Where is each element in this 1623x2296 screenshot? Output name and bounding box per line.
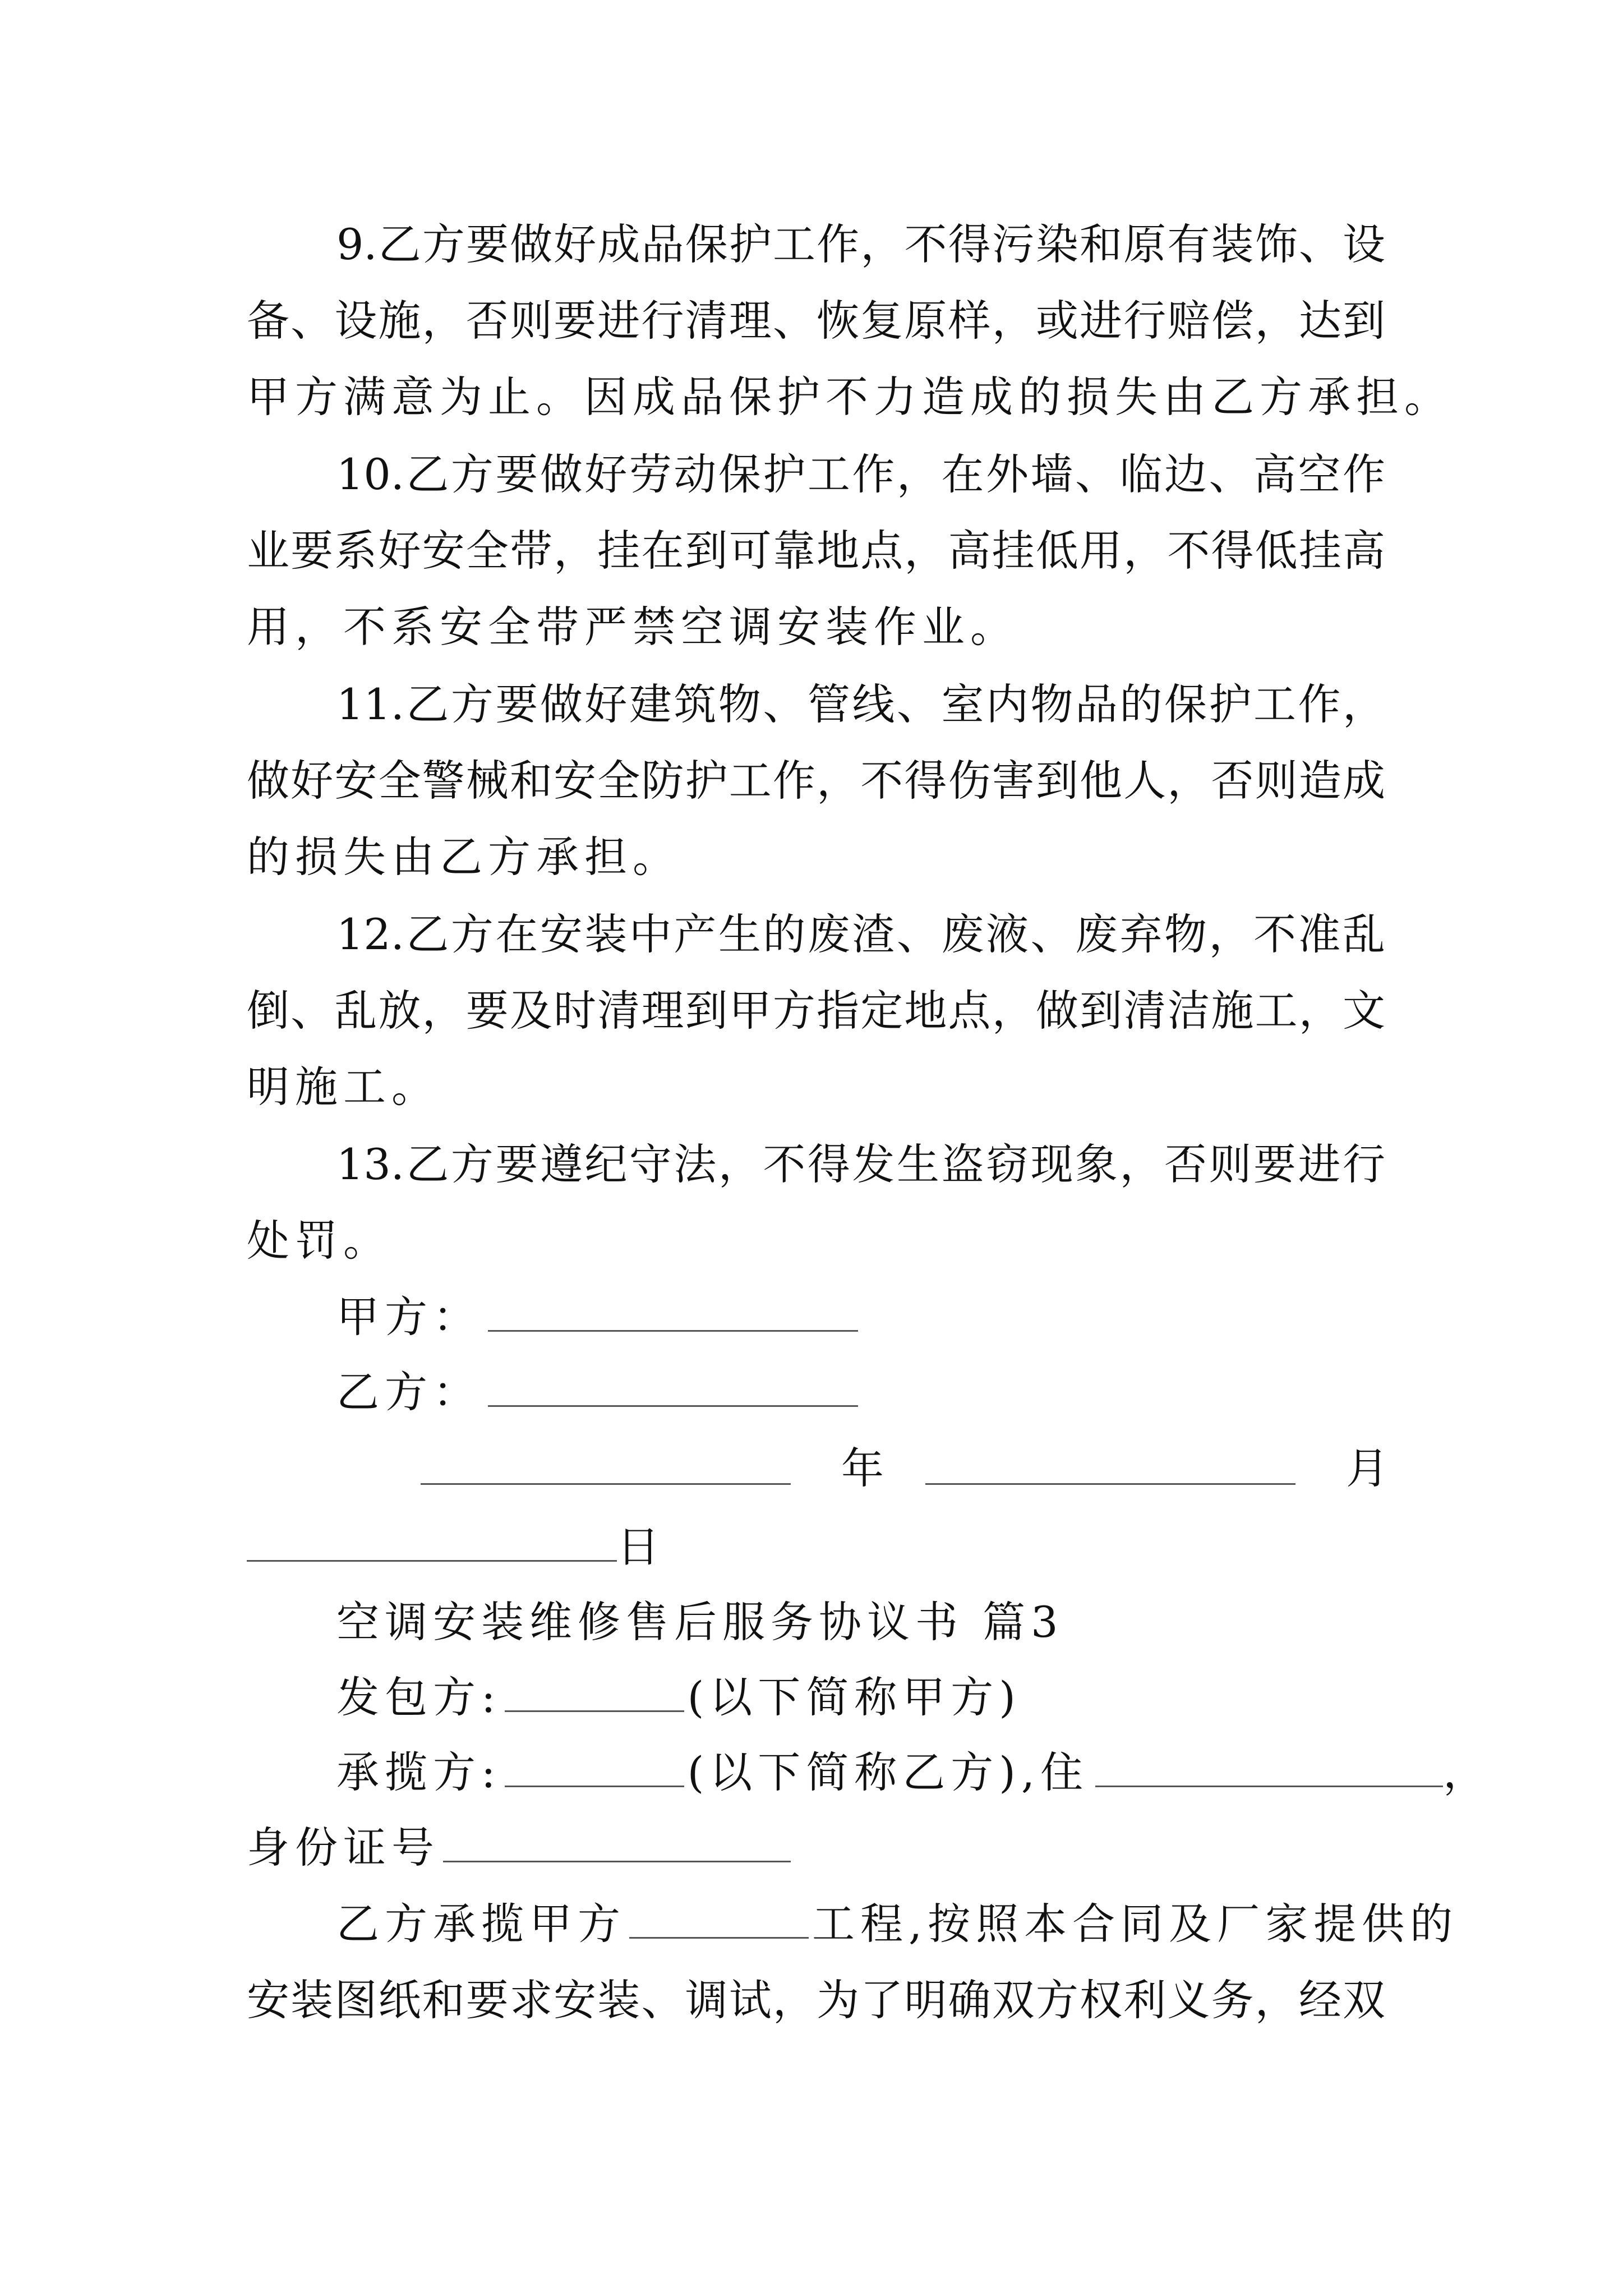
party-b-blank[interactable] — [488, 1369, 858, 1407]
contractor-line — [336, 1745, 1491, 1801]
employer-note: (以下简称甲方) — [687, 1672, 1021, 1722]
address-comma: ， — [1443, 1747, 1492, 1797]
clause-9-line-2: 备、设施，否则要进行清理、恢复原样，或进行赔偿，达到 — [247, 296, 1385, 346]
clause-12-line-3: 明施工。 — [247, 1062, 440, 1112]
date-day-label: 日 — [617, 1522, 665, 1572]
id-line — [247, 1820, 791, 1876]
clause-9-line-3: 甲方满意为止。因成品保护不力造成的损失由乙方承担。 — [247, 372, 1453, 422]
clause-12-line-2: 倒、乱放，要及时清理到甲方指定地点，做到清洁施工，文 — [247, 986, 1385, 1036]
clause-12-line-1: 12.乙方在安装中产生的废渣、废液、废弃物，不准乱 — [336, 909, 1385, 959]
contractor-note: (以下简称乙方),住 — [687, 1747, 1089, 1797]
id-number-blank[interactable] — [443, 1825, 791, 1862]
clause-10-line-1: 10.乙方要做好劳动保护工作，在外墙、临边、高空作 — [336, 449, 1385, 499]
employer-blank[interactable] — [505, 1674, 684, 1712]
address-blank[interactable] — [1095, 1750, 1443, 1787]
id-label: 身份证号 — [247, 1823, 440, 1872]
body-text-b: 工程,按照本合同及厂家提供的 — [812, 1899, 1459, 1949]
party-b-label: 乙方： — [336, 1367, 481, 1417]
body-text-a: 乙方承揽甲方 — [336, 1899, 626, 1949]
date-year-blank[interactable] — [421, 1447, 791, 1485]
date-day-line — [247, 1519, 665, 1575]
date-month-label: 月 — [1346, 1443, 1394, 1493]
date-year-blank-wrap — [421, 1447, 791, 1485]
employer-line — [336, 1669, 1021, 1726]
body-line-2: 安装图纸和要求安装、调试，为了明确双方权利义务，经双 — [247, 1975, 1385, 2025]
contractor-label: 承揽方: — [336, 1747, 501, 1797]
clause-11-line-1: 11.乙方要做好建筑物、管线、室内物品的保护工作， — [336, 679, 1385, 729]
clause-9-line-1: 9.乙方要做好成品保护工作，不得污染和原有装饰、设 — [336, 219, 1385, 269]
party-a-line — [336, 1289, 858, 1345]
clause-13-line-2: 处罚。 — [247, 1216, 391, 1266]
body-line-1 — [336, 1896, 1458, 1952]
employer-label: 发包方: — [336, 1672, 501, 1722]
date-month-blank[interactable] — [925, 1447, 1295, 1485]
project-name-blank[interactable] — [629, 1901, 809, 1939]
clause-11-line-3: 的损失由乙方承担。 — [247, 832, 681, 882]
clause-13-line-1: 13.乙方要遵纪守法，不得发生盗窃现象，否则要进行 — [336, 1139, 1385, 1189]
clause-11-line-2: 做好安全警械和安全防护工作，不得伤害到他人，否则造成 — [247, 756, 1385, 806]
section-3-title: 空调安装维修售后服务协议书 篇3 — [336, 1597, 1064, 1647]
date-year-label: 年 — [841, 1443, 889, 1493]
date-day-blank[interactable] — [247, 1524, 617, 1562]
clause-10-line-2: 业要系好安全带，挂在到可靠地点，高挂低用，不得低挂高 — [247, 526, 1385, 576]
party-b-line — [336, 1364, 858, 1420]
contractor-blank[interactable] — [505, 1750, 684, 1787]
clause-10-line-3: 用，不系安全带严禁空调安装作业。 — [247, 602, 1018, 652]
date-month-blank-wrap — [925, 1447, 1295, 1485]
party-a-blank[interactable] — [488, 1294, 858, 1332]
party-a-label: 甲方： — [336, 1292, 481, 1342]
